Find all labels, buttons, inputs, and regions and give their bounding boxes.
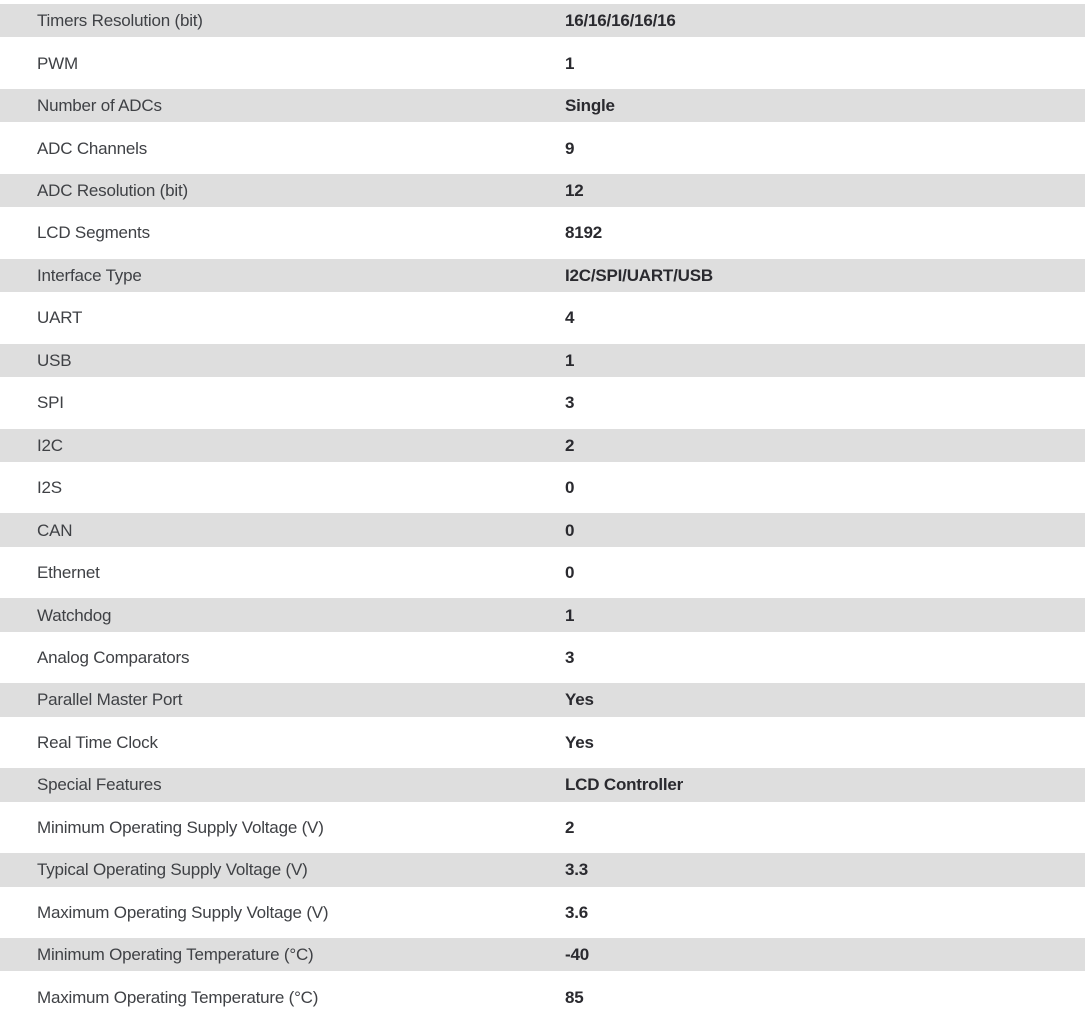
spec-attribute-label: PWM	[37, 53, 78, 73]
spec-attribute-label: Interface Type	[37, 265, 142, 285]
spec-attribute-label: Typical Operating Supply Voltage (V)	[37, 860, 308, 880]
spec-attribute-label: ADC Resolution (bit)	[37, 181, 188, 201]
spec-attribute-label: Analog Comparators	[37, 648, 190, 668]
spec-attribute-label: Number of ADCs	[37, 96, 162, 116]
spec-attribute-value: 2	[565, 435, 575, 455]
spec-attribute-value: Yes	[565, 732, 594, 752]
spec-row	[0, 764, 1085, 806]
spec-attribute-value: 85	[565, 987, 584, 1007]
spec-row	[0, 722, 1085, 764]
spec-attribute-value: 3.6	[565, 902, 589, 922]
spec-row	[0, 807, 1085, 849]
spec-row	[0, 934, 1085, 976]
spec-row	[0, 170, 1085, 212]
spec-attribute-value: Single	[565, 96, 615, 116]
spec-row	[0, 976, 1085, 1018]
spec-row	[0, 892, 1085, 934]
spec-attribute-value: 0	[565, 478, 575, 498]
spec-attribute-label: Ethernet	[37, 563, 100, 583]
spec-attribute-label: ADC Channels	[37, 138, 148, 158]
spec-row	[0, 637, 1085, 679]
spec-attribute-value: 3.3	[565, 860, 589, 880]
spec-row	[0, 340, 1085, 382]
spec-attribute-value: 0	[565, 563, 575, 583]
spec-attribute-value: 1	[565, 53, 575, 73]
spec-attribute-label: LCD Segments	[37, 223, 150, 243]
spec-attribute-label: Special Features	[37, 775, 162, 795]
spec-attribute-label: Watchdog	[37, 605, 112, 625]
spec-attribute-label: USB	[37, 350, 72, 370]
spec-row	[0, 212, 1085, 254]
spec-attribute-value: 4	[565, 308, 575, 328]
spec-attribute-value: 8192	[565, 223, 603, 243]
spec-attribute-value: 1	[565, 605, 575, 625]
spec-attribute-value: 9	[565, 138, 575, 158]
spec-attribute-value: 0	[565, 520, 575, 540]
spec-attribute-value: Yes	[565, 690, 594, 710]
spec-row	[0, 849, 1085, 891]
spec-row	[0, 509, 1085, 551]
spec-attribute-value: 2	[565, 817, 575, 837]
spec-row	[0, 255, 1085, 297]
spec-attribute-label: Minimum Operating Supply Voltage (V)	[37, 817, 324, 837]
spec-attribute-value: -40	[565, 945, 589, 965]
spec-row	[0, 425, 1085, 467]
spec-attribute-value: 3	[565, 393, 575, 413]
spec-row	[0, 42, 1085, 84]
spec-attribute-label: Maximum Operating Temperature (°C)	[37, 987, 319, 1007]
spec-row	[0, 0, 1085, 42]
spec-row	[0, 679, 1085, 721]
spec-attribute-label: Maximum Operating Supply Voltage (V)	[37, 902, 329, 922]
spec-row	[0, 297, 1085, 339]
spec-attribute-label: SPI	[37, 393, 64, 413]
spec-attribute-label: I2C	[37, 435, 63, 455]
spec-attribute-label: CAN	[37, 520, 73, 540]
spec-attribute-label: UART	[37, 308, 83, 328]
spec-attribute-label: Minimum Operating Temperature (°C)	[37, 945, 314, 965]
spec-attribute-value: LCD Controller	[565, 775, 684, 795]
spec-attribute-value: I2C/SPI/UART/USB	[565, 265, 713, 285]
spec-attribute-label: I2S	[37, 478, 62, 498]
spec-attribute-label: Parallel Master Port	[37, 690, 183, 710]
spec-row	[0, 85, 1085, 127]
spec-row	[0, 594, 1085, 636]
spec-attribute-value: 12	[565, 181, 584, 201]
spec-row	[0, 382, 1085, 424]
spec-row	[0, 467, 1085, 509]
spec-row	[0, 552, 1085, 594]
spec-attribute-label: Timers Resolution (bit)	[37, 11, 203, 31]
spec-attribute-value: 3	[565, 648, 575, 668]
spec-attribute-label: Real Time Clock	[37, 732, 158, 752]
spec-attribute-value: 1	[565, 350, 575, 370]
spec-attribute-value: 16/16/16/16/16	[565, 11, 676, 31]
spec-row	[0, 127, 1085, 169]
